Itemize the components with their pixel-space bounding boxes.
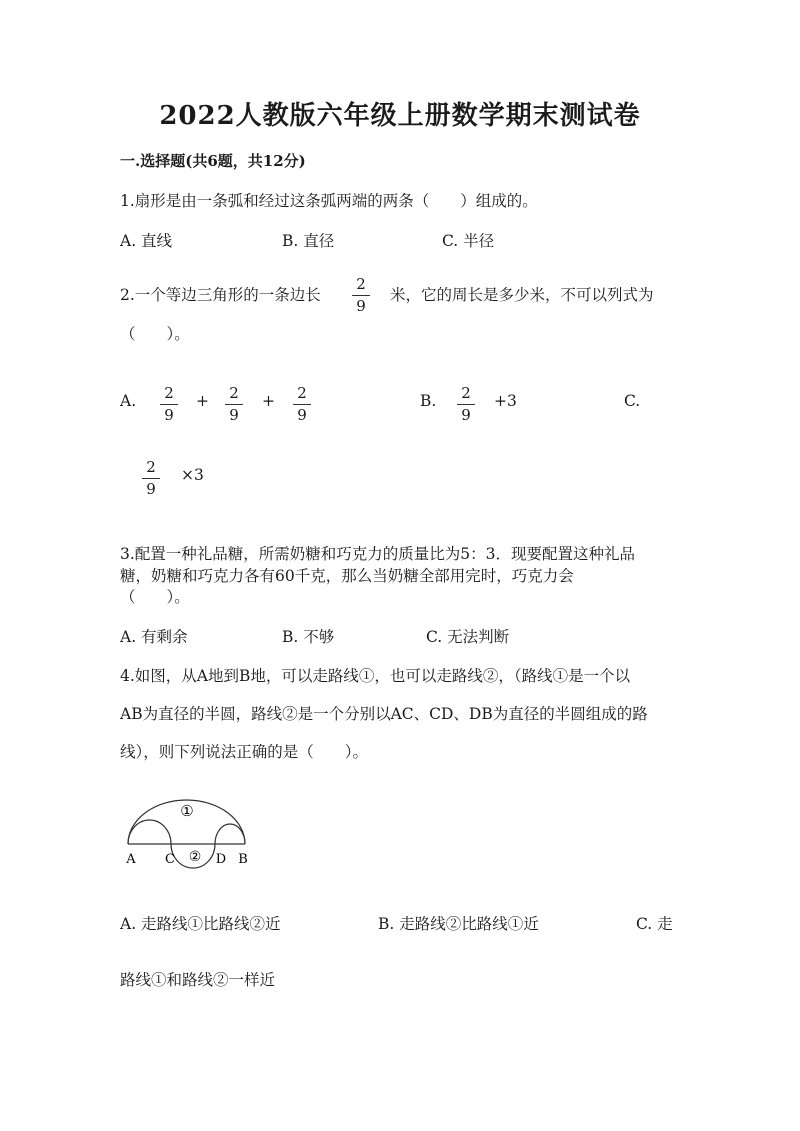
question-4-line2: AB为直径的半圆，路线②是一个分别以AC、CD、DB为直径的半圆组成的路 [120, 705, 648, 723]
question-4-line3: 线），则下列说法正确的是（ ）。 [120, 743, 369, 761]
question-4-option-b: B. 走路线②比路线①近 [378, 915, 539, 933]
fraction-two-ninths [349, 276, 373, 315]
question-3-line1: 3.配置一种礼品糖，所需奶糖和巧克力的质量比为5：3．现要配置这种礼品 [120, 545, 636, 563]
fraction-bar [160, 404, 178, 405]
fraction-denominator: 9 [297, 406, 307, 424]
fraction-numerator: 2 [356, 275, 366, 293]
question-3-option-a: A. 有剩余 [120, 628, 188, 646]
point-b-label: B [238, 852, 248, 867]
option-a-fraction-3 [290, 385, 314, 424]
question-2-option-a-label: A. [120, 392, 137, 410]
fraction-numerator: 2 [164, 384, 174, 402]
question-2-option-c-label: C. [624, 392, 641, 410]
route-2-label: ② [188, 849, 202, 865]
question-4-option-c: C. 走 [636, 915, 673, 933]
fraction-bar [293, 404, 311, 405]
question-3-line3: （ ）。 [120, 588, 190, 606]
question-4-line1: 4.如图，从A地到B地，可以走路线①，也可以走路线②，（路线①是一个以 [120, 667, 631, 685]
question-2-text-after: 米，它的周长是多少米，不可以列式为 [390, 286, 654, 304]
route-1-label: ① [180, 802, 194, 820]
page-title: 2022人教版六年级上册数学期末测试卷 [159, 101, 641, 131]
question-4-option-c-continued: 路线①和路线②一样近 [120, 971, 276, 989]
option-b-fraction [454, 385, 478, 424]
fraction-numerator: 2 [297, 384, 307, 402]
question-1-text: 1.扇形是由一条弧和经过这条弧两端的两条（ ）组成的。 [120, 192, 538, 210]
point-a-label: A [126, 852, 136, 867]
option-a-fraction-2 [222, 385, 246, 424]
fraction-numerator: 2 [461, 384, 471, 402]
question-1-option-a: A. 直线 [120, 232, 173, 250]
option-c-fraction [139, 459, 163, 498]
route-figure [115, 792, 275, 872]
plus-sign-1: + [196, 392, 209, 410]
question-2-text-line2: （ ）。 [120, 325, 190, 343]
fraction-bar [225, 404, 243, 405]
question-1-option-c: C. 半径 [442, 232, 495, 250]
fraction-numerator: 2 [229, 384, 239, 402]
option-b-suffix: +3 [494, 392, 517, 410]
question-4-option-a: A. 走路线①比路线②近 [120, 915, 281, 933]
question-1-option-b: B. 直径 [282, 232, 335, 250]
fraction-numerator: 2 [146, 458, 156, 476]
fraction-bar [142, 478, 160, 479]
question-2-option-b-label: B. [420, 392, 437, 410]
fraction-bar [352, 295, 370, 296]
fraction-denominator: 9 [229, 406, 239, 424]
point-c-label: C [165, 852, 175, 867]
fraction-denominator: 9 [164, 406, 174, 424]
option-a-fraction-1 [157, 385, 181, 424]
fraction-denominator: 9 [146, 480, 156, 498]
section-heading: 一.选择题(共6题，共12分) [120, 152, 306, 170]
fraction-bar [457, 404, 475, 405]
fraction-denominator: 9 [356, 297, 366, 315]
question-3-line2: 糖，奶糖和巧克力各有60千克，那么当奶糖全部用完时，巧克力会 [120, 567, 574, 585]
option-c-suffix: ×3 [181, 466, 204, 484]
point-d-label: D [215, 852, 227, 867]
fraction-denominator: 9 [461, 406, 471, 424]
question-3-option-b: B. 不够 [282, 628, 335, 646]
plus-sign-2: + [262, 392, 275, 410]
question-2-text-before: 2.一个等边三角形的一条边长 [120, 286, 321, 304]
question-3-option-c: C. 无法判断 [426, 628, 510, 646]
